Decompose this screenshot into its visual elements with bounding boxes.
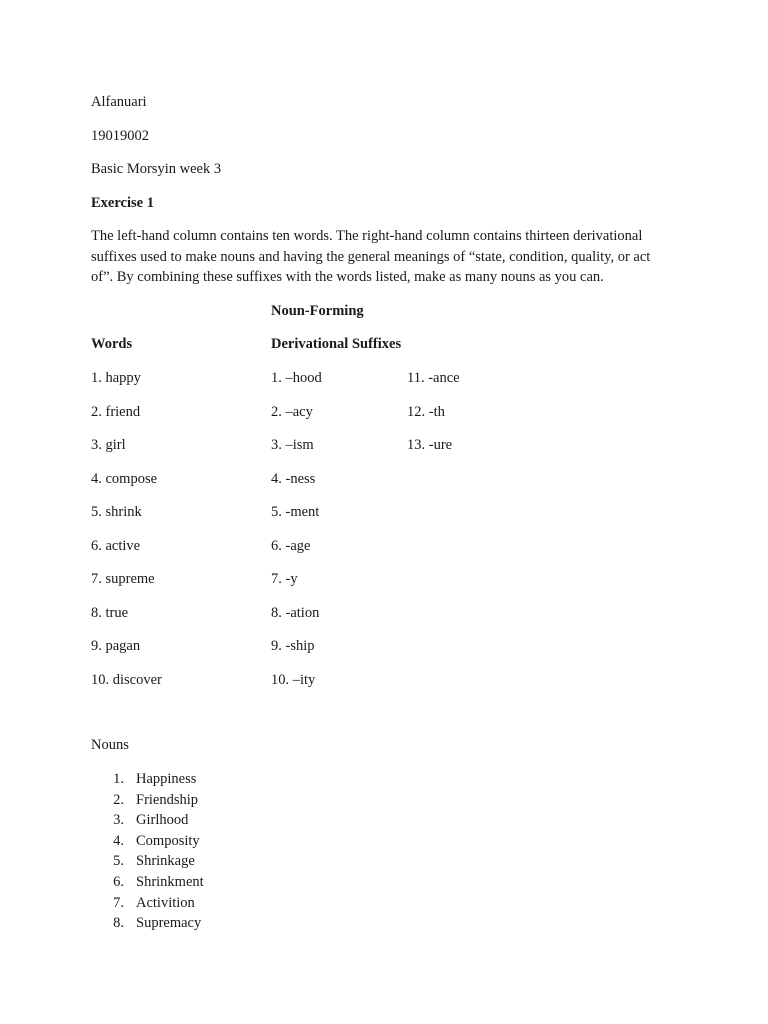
suffix-item: 3. –ism [271,437,314,453]
suffix-item: 8. -ation [271,604,320,621]
noun-number: 3. [113,812,124,829]
noun-item: Supremacy [136,915,202,932]
course-title: Basic Morsyin week 3 [91,161,222,177]
suffix-item: 5. -ment [271,504,320,520]
noun-number: 6. [113,874,124,890]
suffix-header-line1: Noun-Forming [271,303,364,319]
noun-number: 8. [113,915,124,932]
suffix-item: 10. –ity [271,671,316,688]
word-item: 1. happy [91,370,141,386]
instructions-line: The left-hand column contains ten words. The right-hand column contains thirteen derivational [91,228,643,244]
word-item: 7. supreme [91,571,155,587]
suffix-item: 7. -y [271,571,298,587]
noun-item: Shrinkment [136,874,204,890]
noun-item: Girlhood [136,812,189,829]
noun-item: Friendship [136,791,199,808]
suffix-item: 2. –acy [271,403,313,420]
word-item: 2. friend [91,403,141,420]
words-header: Words [91,336,133,352]
author-name: Alfanuari [91,94,147,110]
word-item: 4. compose [91,470,158,487]
word-item: 6. active [91,537,141,554]
instructions-line: suffixes used to make nouns and having the general meanings of “state, condition, quality, or act [91,248,651,265]
word-item: 10. discover [91,671,162,688]
word-item: 8. true [91,604,129,621]
word-item: 5. shrink [91,504,142,520]
exercise-title: Exercise 1 [91,195,154,211]
nouns-heading: Nouns [91,737,129,753]
suffix-item: 1. –hood [271,370,322,386]
suffix-item: 11. -ance [407,370,460,386]
noun-item: Activition [136,894,195,911]
suffix-item: 13. -ure [407,437,453,453]
suffix-item: 4. -ness [271,470,316,487]
noun-item: Shrinkage [136,853,195,870]
instructions-line: of”. By combining these suffixes with the words listed, make as many nouns as you can. [91,269,604,285]
noun-item: Composity [136,832,200,849]
noun-number: 7. [113,894,124,911]
word-item: 9. pagan [91,638,141,654]
noun-item: Happiness [136,771,197,787]
student-id: 19019002 [91,128,149,144]
exercise-instructions [91,226,681,288]
word-item: 3. girl [91,437,126,453]
noun-number: 4. [113,832,124,849]
suffix-item: 12. -th [407,403,445,420]
suffix-item: 6. -age [271,537,311,554]
noun-number: 5. [113,853,124,870]
suffix-item: 9. -ship [271,638,315,654]
suffix-header-line2: Derivational Suffixes [271,336,402,352]
noun-number: 1. [113,771,124,787]
noun-number: 2. [113,791,124,808]
